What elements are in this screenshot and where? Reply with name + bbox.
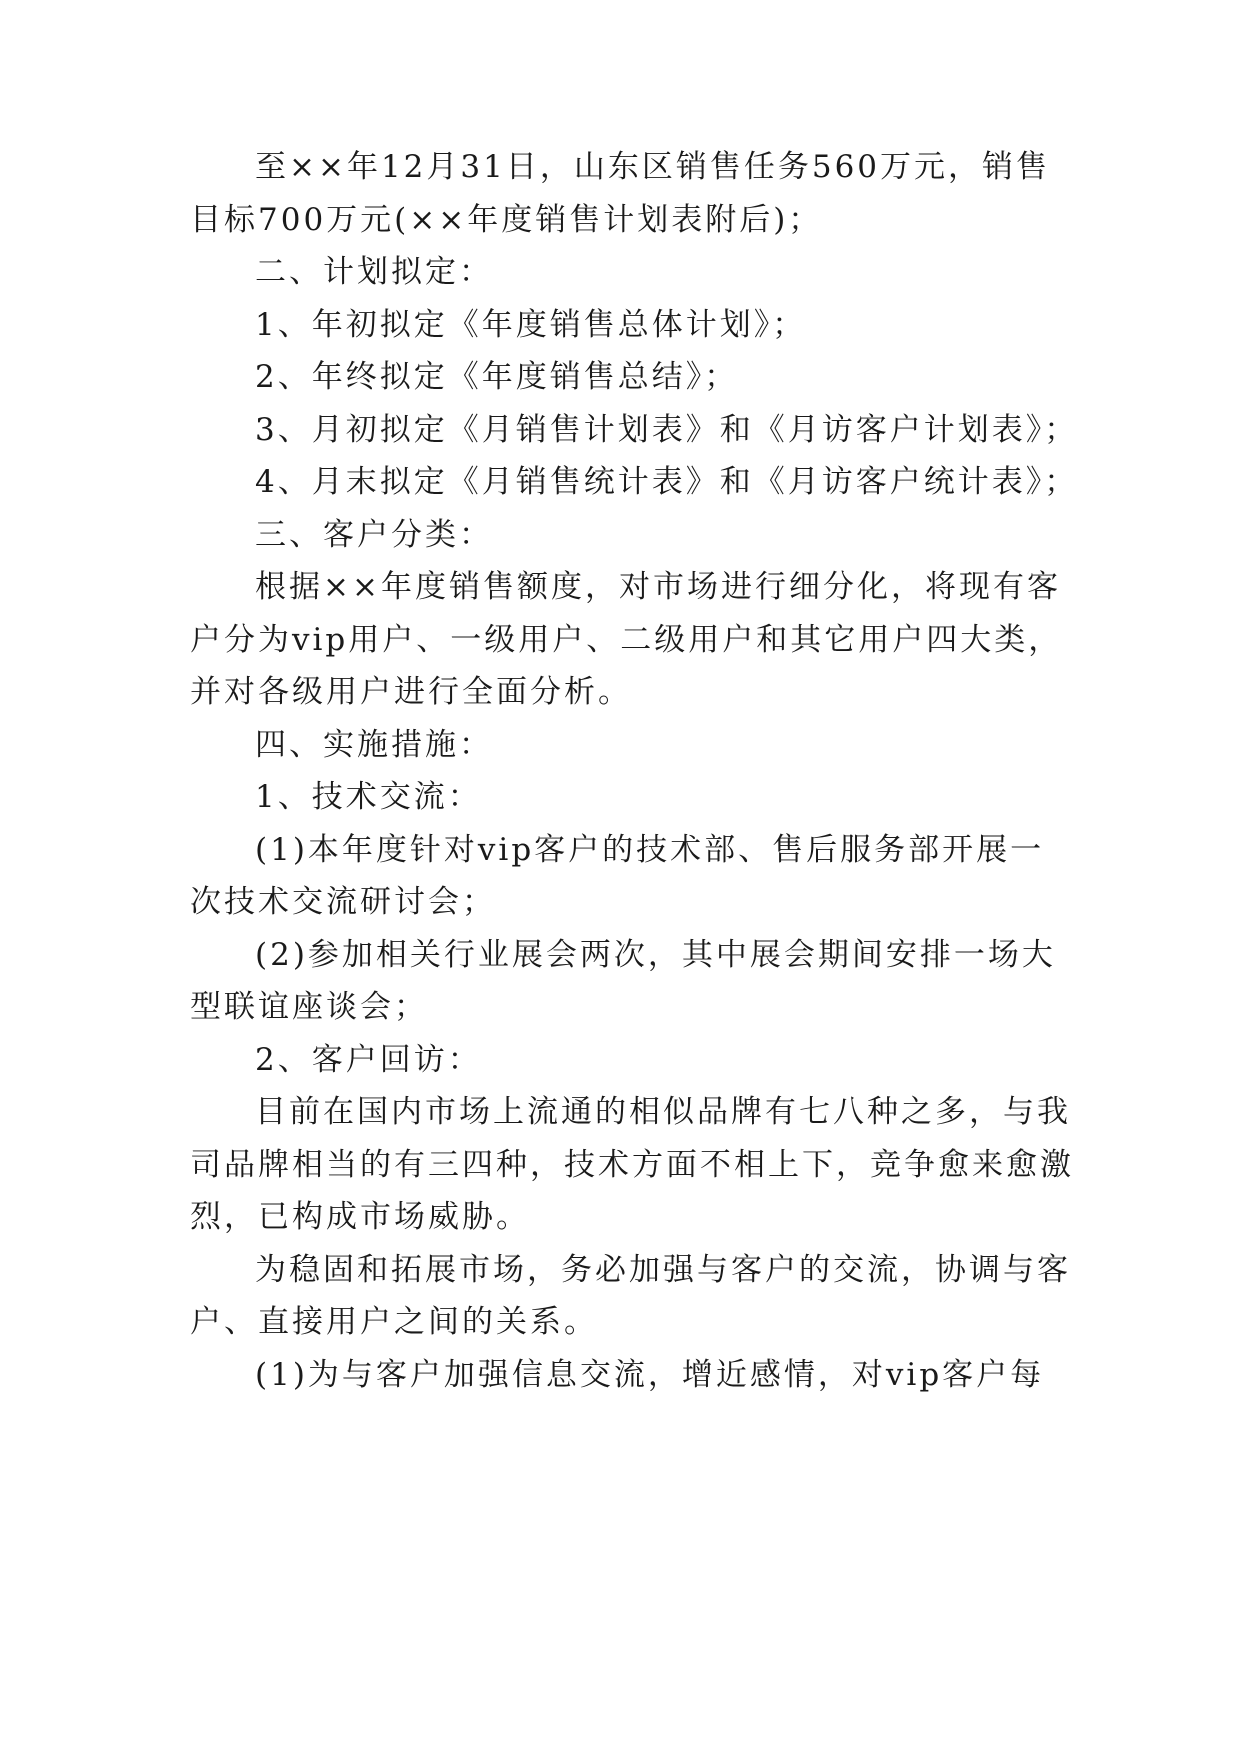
text-line: 户、直接用户之间的关系。 <box>190 1304 598 1340</box>
text-line: 户分为vip用户、一级用户、二级用户和其它用户四大类， <box>190 622 1063 658</box>
text-line: 司品牌相当的有三四种，技术方面不相上下，竞争愈来愈激 <box>190 1147 1074 1183</box>
text-line: (1)为与客户加强信息交流，增近感情，对vip客户每 <box>255 1357 1045 1393</box>
text-line: 烈，已构成市场威胁。 <box>190 1199 530 1235</box>
text-line: 为稳固和拓展市场，务必加强与客户的交流，协调与客 <box>255 1252 1071 1288</box>
text-line: (1)本年度针对vip客户的技术部、售后服务部开展一 <box>255 832 1045 868</box>
text-line: 目前在国内市场上流通的相似品牌有七八种之多，与我 <box>255 1094 1071 1130</box>
section-heading: 三、客户分类： <box>255 517 493 553</box>
text-line: 目标700万元(××年度销售计划表附后)； <box>190 202 823 238</box>
list-item: 2、年终拟定《年度销售总结》； <box>255 359 739 395</box>
text-line: 次技术交流研讨会； <box>190 884 496 920</box>
text-line: 并对各级用户进行全面分析。 <box>190 674 632 710</box>
subsection-heading: 1、技术交流： <box>255 779 482 815</box>
text-line: 至××年12月31日，山东区销售任务560万元，销售 <box>255 149 1051 185</box>
text-line: 根据××年度销售额度，对市场进行细分化，将现有客 <box>255 569 1061 605</box>
section-heading: 二、计划拟定： <box>255 254 493 290</box>
section-heading: 四、实施措施： <box>255 727 493 763</box>
list-item: 3、月初拟定《月销售计划表》和《月访客户计划表》； <box>255 412 1079 448</box>
text-line: (2)参加相关行业展会两次，其中展会期间安排一场大 <box>255 937 1056 973</box>
text-line: 型联谊座谈会； <box>190 989 428 1025</box>
list-item: 4、月末拟定《月销售统计表》和《月访客户统计表》； <box>255 464 1079 500</box>
subsection-heading: 2、客户回访： <box>255 1042 482 1078</box>
list-item: 1、年初拟定《年度销售总体计划》； <box>255 307 807 343</box>
